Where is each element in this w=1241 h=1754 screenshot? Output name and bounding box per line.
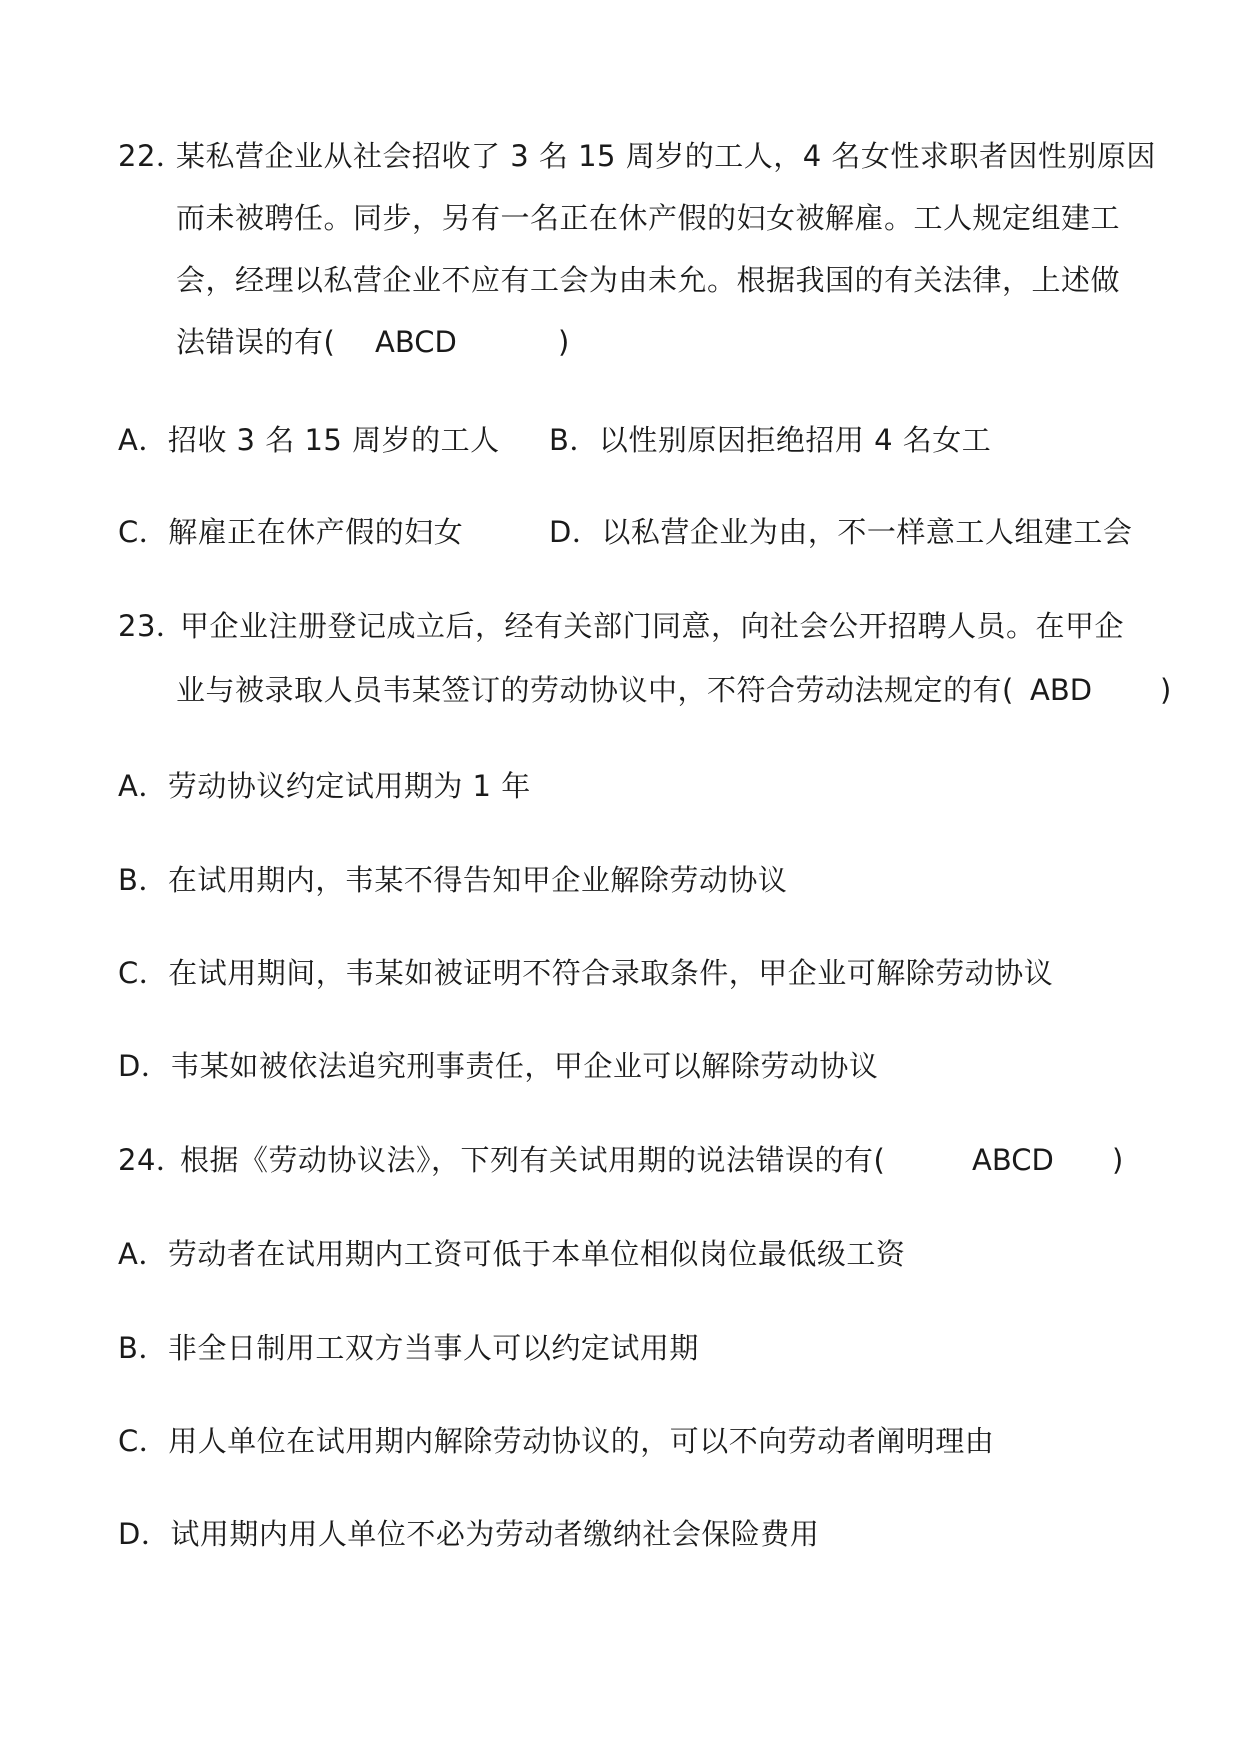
question-stem-line: 根据《劳动协议法》，下列有关试用期的说法错误的有(	[180, 1143, 886, 1177]
question-number: 23．	[118, 609, 186, 643]
option-c: C．在试用期间，韦某如被证明不符合录取条件，甲企业可解除劳动协议	[118, 956, 1054, 990]
option-c: C．解雇正在休产假的妇女	[118, 515, 464, 549]
answer-text: ABD	[1030, 673, 1093, 707]
option-c: C．用人单位在试用期内解除劳动协议的，可以不向劳动者阐明理由	[118, 1424, 995, 1458]
question-number: 24．	[118, 1143, 186, 1177]
question-stem-line: 会，经理以私营企业不应有工会为由未允。根据我国的有关法律，上述做	[176, 263, 1121, 297]
option-a: A．劳动者在试用期内工资可低于本单位相似岗位最低级工资	[118, 1237, 906, 1271]
option-d: D．试用期内用人单位不必为劳动者缴纳社会保险费用	[118, 1517, 820, 1551]
question-stem-line: 甲企业注册登记成立后，经有关部门同意，向社会公开招聘人员。在甲企	[180, 609, 1125, 643]
answer-text: ABCD	[375, 325, 457, 359]
question-stem-line: 法错误的有(	[176, 325, 336, 359]
question-stem-line: 而未被聘任。同步，另有一名正在休产假的妇女被解雇。工人规定组建工	[176, 201, 1121, 235]
question-stem-line: 业与被录取人员韦某签订的劳动协议中，不符合劳动法规定的有(	[176, 673, 1014, 707]
option-a: A．招收 3 名 15 周岁的工人	[118, 423, 500, 457]
question-number: 22．	[118, 139, 186, 173]
close-paren: )	[1112, 1143, 1124, 1177]
option-b: B．在试用期内，韦某不得告知甲企业解除劳动协议	[118, 863, 788, 897]
close-paren: )	[558, 325, 570, 359]
option-d: D．以私营企业为由，不一样意工人组建工会	[549, 515, 1133, 549]
close-paren: )	[1160, 673, 1172, 707]
option-a: A．劳动协议约定试用期为 1 年	[118, 769, 531, 803]
answer-text: ABCD	[972, 1143, 1054, 1177]
option-d: D．韦某如被依法追究刑事责任，甲企业可以解除劳动协议	[118, 1049, 879, 1083]
question-stem-line: 某私营企业从社会招收了 3 名 15 周岁的工人，4 名女性求职者因性别原因	[176, 139, 1156, 173]
option-b: B．以性别原因拒绝招用 4 名女工	[549, 423, 992, 457]
option-b: B．非全日制用工双方当事人可以约定试用期	[118, 1331, 699, 1365]
